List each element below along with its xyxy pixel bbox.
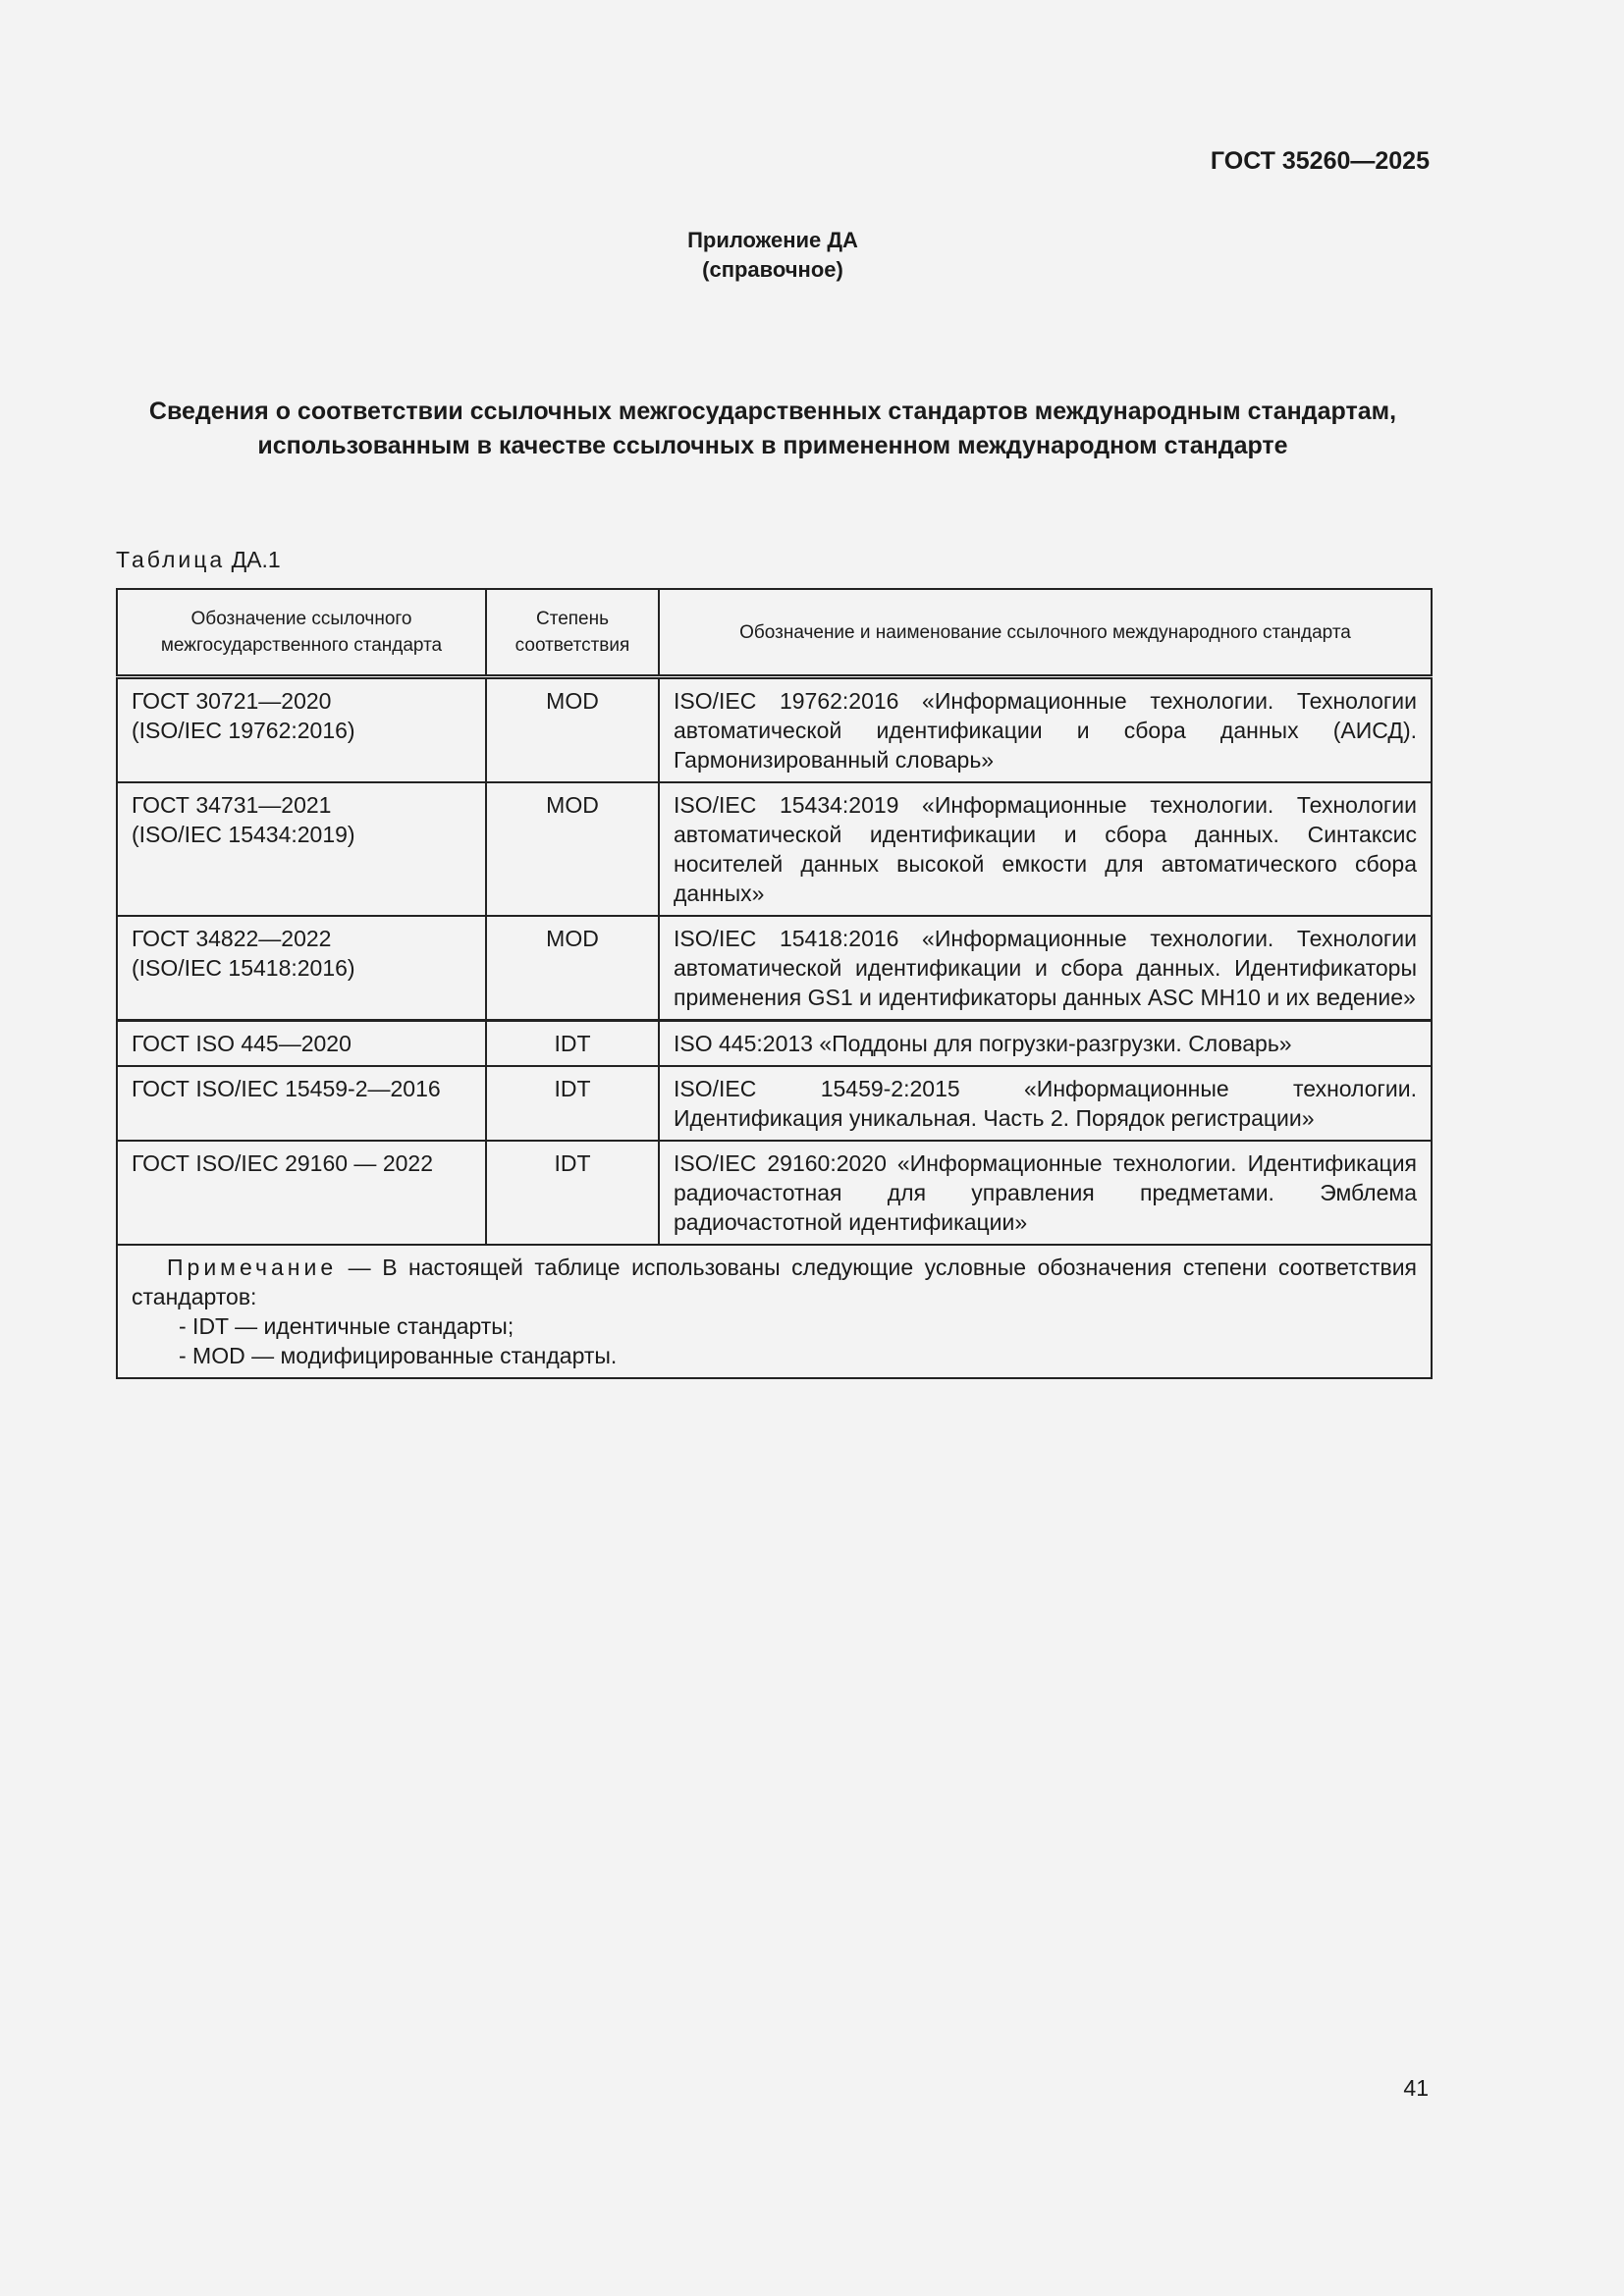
designation-line: ГОСТ 34731—2021 [132,792,332,818]
section-title: Сведения о соответствии ссылочных межгосударственных стандартов международным стандартам, использованным в качестве ссылочных в примененном международном стандарте [148,398,1397,459]
reference-cell: ISO/IEC 15459-2:2015 «Информационные технологии. Идентификация уникальная. Часть 2. Порядок регистрации» [659,1066,1432,1141]
table-row [117,782,1432,916]
table-row [117,916,1432,1021]
table-header-row [117,589,1432,677]
designation-cell [117,782,486,916]
note-item: - IDT — идентичные стандарты; [179,1313,514,1339]
table-row [117,1066,1432,1141]
table-note-row [117,1245,1432,1378]
degree-cell: MOD [486,782,659,916]
designation-cell: ГОСТ ISO/IEC 29160 — 2022 [117,1141,486,1245]
note-item: - MOD — модифицированные стандарты. [179,1343,618,1368]
designation-cell [117,916,486,1021]
designation-line: ГОСТ 34822—2022 [132,926,332,951]
header-reference: Обозначение и наименование ссылочного международного стандарта [659,589,1432,677]
reference-cell: ISO/IEC 15418:2016 «Информационные технологии. Технологии автоматической идентификации и сбора данных. Идентификаторы применения GS1 и идентификаторы данных ASC MH10 и их ведение» [659,916,1432,1021]
table-note [117,1245,1432,1378]
table-row [117,1141,1432,1245]
designation-line: (ISO/IEC 15434:2019) [132,822,355,847]
designation-line: (ISO/IEC 15418:2016) [132,955,355,981]
appendix-subtitle: (справочное) [702,257,843,282]
note-text-line [132,1253,1417,1311]
designation-cell: ГОСТ ISO 445—2020 [117,1021,486,1067]
degree-cell: IDT [486,1141,659,1245]
note-label: Примечание [167,1255,338,1280]
designation-cell [117,677,486,783]
reference-cell: ISO 445:2013 «Поддоны для погрузки-разгрузки. Словарь» [659,1021,1432,1067]
note-text: — В настоящей таблице использованы следующие условные обозначения степени соответствия стандартов: [132,1255,1418,1309]
degree-cell: MOD [486,677,659,783]
designation-line: (ISO/IEC 19762:2016) [132,718,355,743]
reference-cell: ISO/IEC 19762:2016 «Информационные технологии. Технологии автоматической идентификации и сбора данных (АИСД). Гармонизированный словарь» [659,677,1432,783]
designation-line: ГОСТ 30721—2020 [132,688,332,714]
degree-cell: IDT [486,1066,659,1141]
appendix-heading [0,226,1545,285]
table-row [117,1021,1432,1067]
document-code: ГОСТ 35260—2025 [1210,147,1430,175]
table-caption [116,547,281,573]
reference-cell: ISO/IEC 29160:2020 «Информационные технологии. Идентификация радиочастотная для управления предметами. Эмблема радиочастотной идентификации» [659,1141,1432,1245]
header-degree: Степень соответствия [486,589,659,677]
table-caption-number: ДА.1 [231,547,281,572]
designation-cell: ГОСТ ISO/IEC 15459-2—2016 [117,1066,486,1141]
appendix-title: Приложение ДА [687,228,858,252]
degree-cell: IDT [486,1021,659,1067]
degree-cell: MOD [486,916,659,1021]
table-caption-prefix: Таблица [116,547,226,572]
header-designation: Обозначение ссылочного межгосударственного стандарта [117,589,486,677]
standards-table [116,588,1433,1379]
reference-cell: ISO/IEC 15434:2019 «Информационные технологии. Технологии автоматической идентификации и сбора данных. Синтаксис носителей данных высокой емкости для автоматического сбора данных» [659,782,1432,916]
table-row [117,677,1432,783]
page-number: 41 [1403,2075,1429,2101]
